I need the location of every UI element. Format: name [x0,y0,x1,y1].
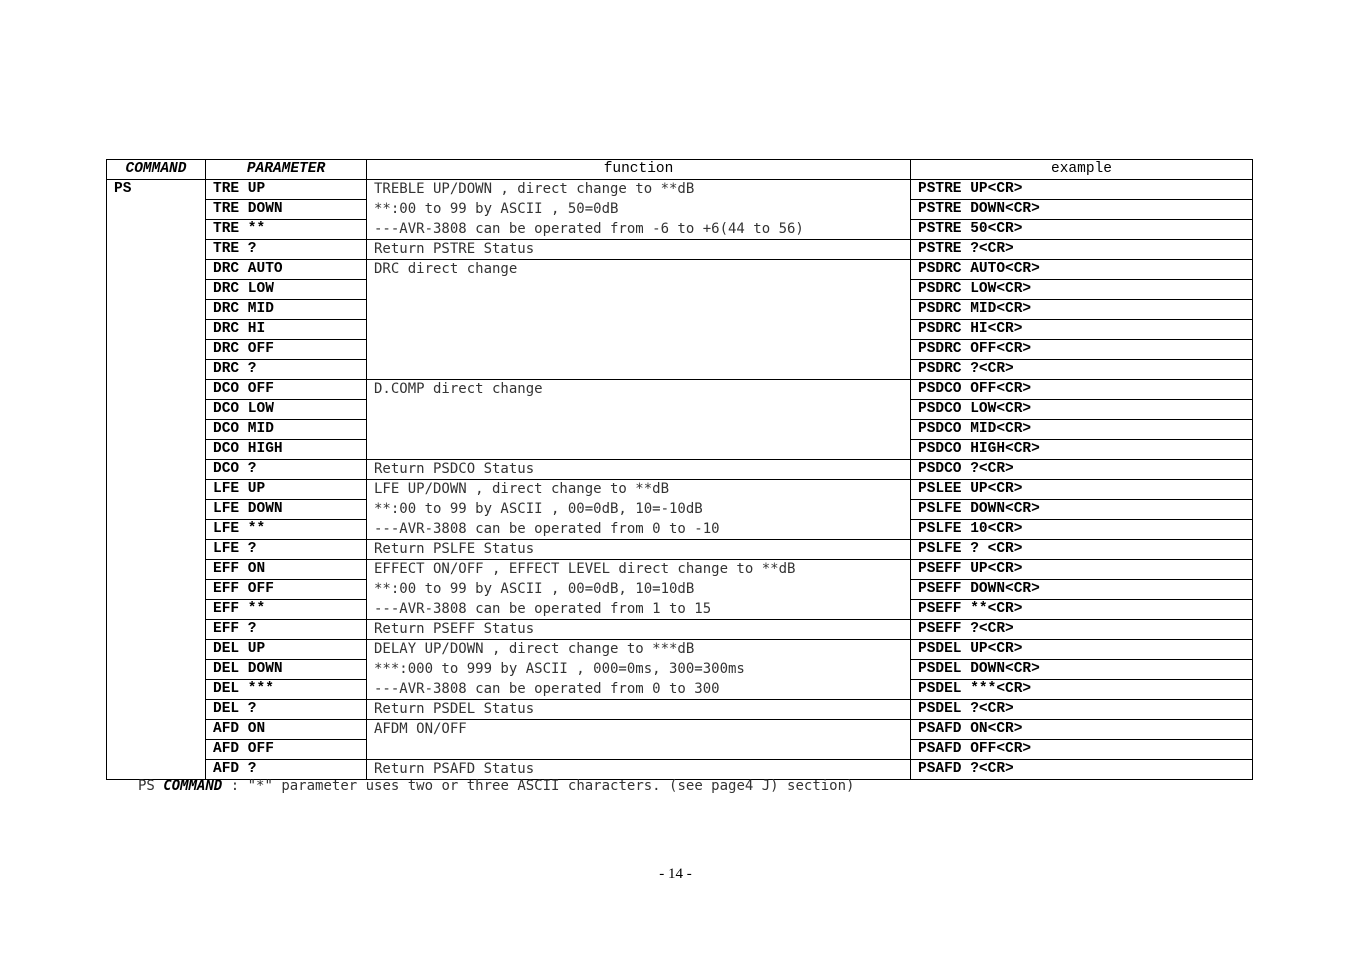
table-row [107,360,1253,380]
function-cell: Return PSAFD Status [367,760,911,780]
table-row [107,720,1253,740]
function-cell: TREBLE UP/DOWN , direct change to **dB [367,180,911,200]
function-cell: Return PSTRE Status [367,240,911,260]
example-cell: PSLFE 10<CR> [911,520,1253,540]
example-cell: PSEFF UP<CR> [911,560,1253,580]
example-cell: PSEFF ?<CR> [911,620,1253,640]
parameter-cell: DRC OFF [206,340,367,360]
table-row [107,380,1253,400]
example-cell: PSAFD ?<CR> [911,760,1253,780]
example-cell: PSDRC AUTO<CR> [911,260,1253,280]
table-row [107,680,1253,700]
example-cell: PSAFD ON<CR> [911,720,1253,740]
example-cell: PSDEL ***<CR> [911,680,1253,700]
parameter-cell: LFE UP [206,480,367,500]
table-row [107,540,1253,560]
parameter-cell: DEL ? [206,700,367,720]
table-row [107,620,1253,640]
parameter-cell: DEL DOWN [206,660,367,680]
table-row [107,240,1253,260]
function-cell: Return PSLFE Status [367,540,911,560]
parameter-cell: DRC AUTO [206,260,367,280]
table-row [107,460,1253,480]
example-cell: PSDRC OFF<CR> [911,340,1253,360]
function-cell: Return PSDEL Status [367,700,911,720]
example-cell: PSDEL UP<CR> [911,640,1253,660]
function-cell: **:00 to 99 by ASCII , 00=0dB, 10=-10dB [367,500,911,520]
function-cell [367,360,911,380]
page-number: - 14 - [659,866,692,882]
parameter-cell: LFE ? [206,540,367,560]
note-prefix: PS [138,778,164,794]
header-function: function [367,160,911,180]
table-body [107,180,1253,780]
table-row [107,500,1253,520]
example-cell: PSEFF **<CR> [911,600,1253,620]
parameter-cell: AFD OFF [206,740,367,760]
function-cell [367,420,911,440]
parameter-cell: DRC ? [206,360,367,380]
table-row [107,340,1253,360]
example-cell: PSLFE ? <CR> [911,540,1253,560]
example-cell: PSDRC LOW<CR> [911,280,1253,300]
function-cell: D.COMP direct change [367,380,911,400]
note-text: : "*" parameter uses two or three ASCII characters. (see page4 J) section) [222,778,855,794]
parameter-cell: DRC MID [206,300,367,320]
function-cell: ---AVR-3808 can be operated from -6 to +6(44 to 56) [367,220,911,240]
example-cell: PSDCO MID<CR> [911,420,1253,440]
table-row [107,420,1253,440]
table-row [107,300,1253,320]
example-cell: PSDRC MID<CR> [911,300,1253,320]
example-cell: PSDCO LOW<CR> [911,400,1253,420]
table-row [107,180,1253,200]
function-cell [367,300,911,320]
command-cell: PS [107,180,206,780]
header-row [107,160,1253,180]
header-command: COMMAND [107,160,206,180]
function-cell: **:00 to 99 by ASCII , 50=0dB [367,200,911,220]
function-cell: LFE UP/DOWN , direct change to **dB [367,480,911,500]
parameter-cell: TRE UP [206,180,367,200]
parameter-cell: DEL *** [206,680,367,700]
table-row [107,200,1253,220]
function-cell: ---AVR-3808 can be operated from 0 to -10 [367,520,911,540]
table-row [107,480,1253,500]
parameter-cell: EFF ? [206,620,367,640]
parameter-cell: TRE ? [206,240,367,260]
table-row [107,560,1253,580]
example-cell: PSDCO HIGH<CR> [911,440,1253,460]
function-cell: AFDM ON/OFF [367,720,911,740]
footnote [138,778,854,794]
function-cell [367,340,911,360]
parameter-cell: DCO LOW [206,400,367,420]
table-row [107,580,1253,600]
parameter-cell: LFE DOWN [206,500,367,520]
parameter-cell: LFE ** [206,520,367,540]
example-cell: PSEFF DOWN<CR> [911,580,1253,600]
parameter-cell: EFF ** [206,600,367,620]
function-cell: Return PSEFF Status [367,620,911,640]
table-row [107,740,1253,760]
example-cell: PSTRE ?<CR> [911,240,1253,260]
function-cell [367,400,911,420]
parameter-cell: TRE ** [206,220,367,240]
example-cell: PSDEL DOWN<CR> [911,660,1253,680]
example-cell: PSTRE UP<CR> [911,180,1253,200]
table-row [107,280,1253,300]
function-cell: EFFECT ON/OFF , EFFECT LEVEL direct change to **dB [367,560,911,580]
header-example: example [911,160,1253,180]
table-row [107,760,1253,780]
parameter-cell: DCO ? [206,460,367,480]
function-cell [367,440,911,460]
function-cell: ---AVR-3808 can be operated from 0 to 300 [367,680,911,700]
function-cell: **:00 to 99 by ASCII , 00=0dB, 10=10dB [367,580,911,600]
function-cell [367,740,911,760]
table-row [107,320,1253,340]
function-cell: DRC direct change [367,260,911,280]
function-cell [367,320,911,340]
parameter-cell: DRC HI [206,320,367,340]
note-command-keyword: COMMAND [163,778,223,794]
parameter-cell: EFF ON [206,560,367,580]
example-cell: PSLEE UP<CR> [911,480,1253,500]
parameter-cell: DRC LOW [206,280,367,300]
table-row [107,400,1253,420]
header-parameter: PARAMETER [206,160,367,180]
example-cell: PSTRE DOWN<CR> [911,200,1253,220]
function-cell: Return PSDCO Status [367,460,911,480]
table-row [107,520,1253,540]
function-cell [367,280,911,300]
table-row [107,640,1253,660]
example-cell: PSDCO OFF<CR> [911,380,1253,400]
parameter-cell: TRE DOWN [206,200,367,220]
function-cell: DELAY UP/DOWN , direct change to ***dB [367,640,911,660]
parameter-cell: AFD ON [206,720,367,740]
table-row [107,700,1253,720]
parameter-cell: EFF OFF [206,580,367,600]
example-cell: PSLFE DOWN<CR> [911,500,1253,520]
command-table [106,159,1253,780]
table-row [107,440,1253,460]
table-row [107,660,1253,680]
example-cell: PSAFD OFF<CR> [911,740,1253,760]
parameter-cell: DEL UP [206,640,367,660]
example-cell: PSTRE 50<CR> [911,220,1253,240]
parameter-cell: DCO MID [206,420,367,440]
parameter-cell: DCO HIGH [206,440,367,460]
example-cell: PSDRC ?<CR> [911,360,1253,380]
function-cell: ***:000 to 999 by ASCII , 000=0ms, 300=300ms [367,660,911,680]
example-cell: PSDEL ?<CR> [911,700,1253,720]
table-row [107,260,1253,280]
parameter-cell: DCO OFF [206,380,367,400]
table-row [107,600,1253,620]
example-cell: PSDCO ?<CR> [911,460,1253,480]
example-cell: PSDRC HI<CR> [911,320,1253,340]
table-row [107,220,1253,240]
parameter-cell: AFD ? [206,760,367,780]
function-cell: ---AVR-3808 can be operated from 1 to 15 [367,600,911,620]
